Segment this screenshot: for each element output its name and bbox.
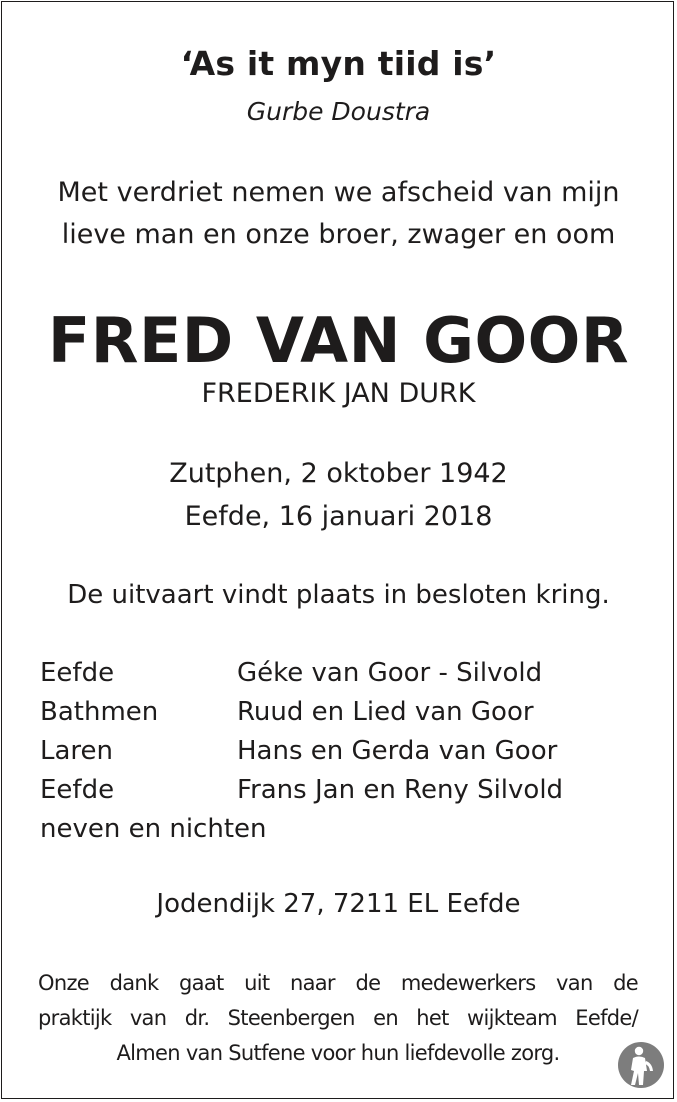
birth-date: Zutphen, 2 oktober 1942	[169, 458, 508, 489]
family-names: Ruud en Lied van Goor	[237, 697, 534, 727]
family-place: Eefde	[40, 775, 115, 805]
life-dates	[0, 452, 677, 538]
family-row	[40, 654, 563, 693]
intro-line: lieve man en onze broer, zwager en oom	[61, 219, 616, 250]
quote-author: Gurbe Doustra	[246, 97, 431, 126]
family-row	[40, 732, 563, 771]
deceased-name: FRED VAN GOOR	[47, 304, 630, 377]
family-names: Géke van Goor - Silvold	[237, 658, 543, 688]
thanks-line: Almen van Sutfene voor hun liefdevolle zorg.	[116, 1041, 560, 1065]
family-row	[40, 693, 563, 732]
memorial-figure-icon	[617, 1041, 665, 1089]
family-place: Eefde	[40, 658, 115, 688]
funeral-note: De uitvaart vindt plaats in besloten kring.	[67, 580, 610, 610]
family-place: Laren	[40, 736, 114, 766]
thanks-line: Onze dank gaat uit naar de medewerkers van de	[38, 971, 638, 995]
family-place: Bathmen	[40, 697, 159, 727]
family-extra: neven en nichten	[40, 814, 267, 844]
family-row	[40, 771, 563, 810]
quote: ‘As it myn tiid is’	[180, 44, 497, 83]
family-names: Hans en Gerda van Goor	[237, 736, 558, 766]
intro-line: Met verdriet nemen we afscheid van mijn	[57, 177, 620, 208]
announcement-card	[1, 1, 674, 1099]
thanks-text	[38, 966, 638, 1071]
death-date: Eefde, 16 januari 2018	[184, 501, 493, 532]
thanks-line: praktijk van dr. Steenbergen en het wijkteam Eefde/	[38, 1006, 638, 1030]
family-names: Frans Jan en Reny Silvold	[237, 775, 564, 805]
intro-text	[0, 172, 677, 256]
family-list	[40, 654, 563, 849]
deceased-given-names: FREDERIK JAN DURK	[201, 378, 476, 409]
address: Jodendijk 27, 7211 EL Eefde	[156, 889, 521, 919]
